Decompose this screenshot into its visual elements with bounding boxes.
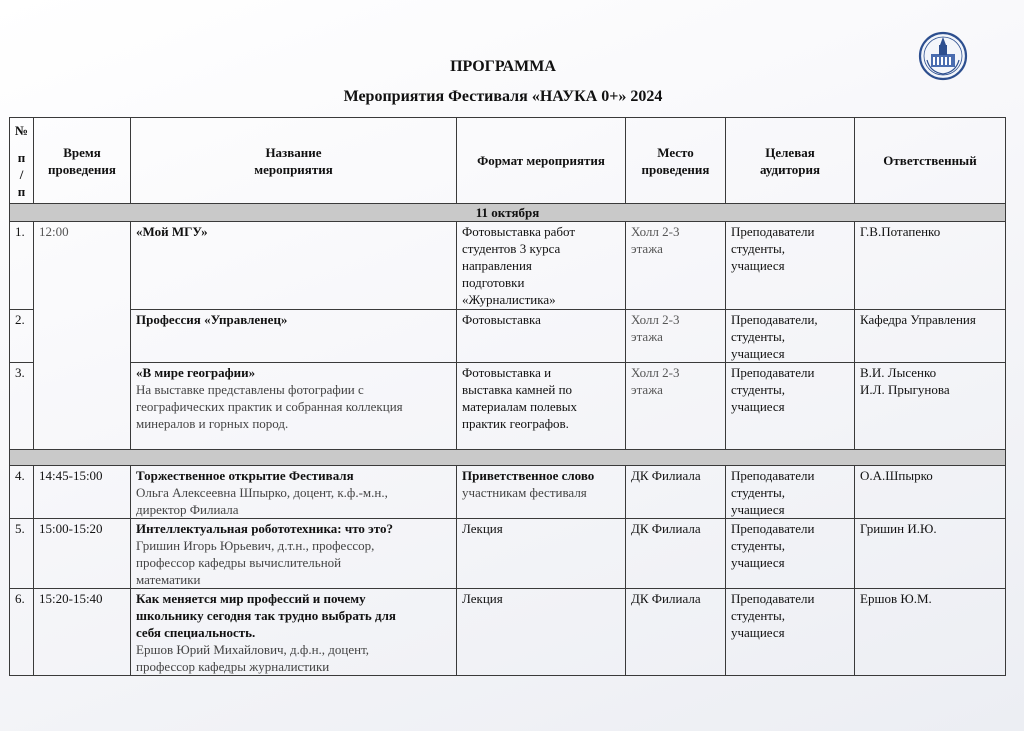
row-number: 6. bbox=[10, 589, 34, 676]
event-responsible: Гришин И.Ю. bbox=[855, 519, 1006, 589]
row-number: 3. bbox=[10, 363, 34, 450]
event-place: ДК Филиала bbox=[626, 519, 726, 589]
table-row bbox=[10, 519, 1006, 589]
table-row bbox=[10, 589, 1006, 676]
event-responsible: Г.В.Потапенко bbox=[855, 222, 1006, 310]
event-audience: Преподаватели студенты, учащиеся bbox=[726, 589, 855, 676]
event-responsible: О.А.Шпырко bbox=[855, 466, 1006, 519]
row-number: 2. bbox=[10, 310, 34, 363]
event-audience: Преподаватели студенты, учащиеся bbox=[726, 466, 855, 519]
event-name bbox=[131, 222, 457, 310]
table-row bbox=[10, 363, 1006, 450]
event-name: Интеллектуальная робототехника: что это? Гришин Игорь Юрьевич, д.т.н., профессор, профессор кафедры вычислительной математики bbox=[131, 519, 457, 589]
event-place: ДК Филиала bbox=[626, 466, 726, 519]
event-title: «В мире географии» bbox=[136, 365, 256, 380]
event-place: Холл 2-3 этажа bbox=[626, 222, 726, 310]
event-title: «Мой МГУ» bbox=[136, 224, 208, 239]
row-time: 15:20-15:40 bbox=[34, 589, 131, 676]
column-header-place: Место проведения bbox=[626, 118, 726, 204]
row-time: 15:00-15:20 bbox=[34, 519, 131, 589]
event-place: Холл 2-3 этажа bbox=[626, 363, 726, 450]
column-header-name: Название мероприятия bbox=[131, 118, 457, 204]
event-format: Фотовыставка bbox=[457, 310, 626, 363]
event-format: Лекция bbox=[457, 519, 626, 589]
table-header-row bbox=[10, 118, 1006, 204]
event-place: ДК Филиала bbox=[626, 589, 726, 676]
column-header-format: Формат мероприятия bbox=[457, 118, 626, 204]
event-responsible: В.И. Лысенко И.Л. Прыгунова bbox=[855, 363, 1006, 450]
table-row bbox=[10, 310, 1006, 363]
day-row bbox=[10, 204, 1006, 222]
row-time: 12:00 bbox=[34, 222, 131, 450]
column-header-time: Время проведения bbox=[34, 118, 131, 204]
column-header-number: № п / п bbox=[10, 118, 34, 204]
event-name: «В мире географии» На выставке представлены фотографии с географических практик и собранная коллекция минералов и горных пород. bbox=[131, 363, 457, 450]
page-subtitle: Мероприятия Фестиваля «НАУКА 0+» 2024 bbox=[343, 88, 663, 105]
event-audience: Преподаватели студенты, учащиеся bbox=[726, 363, 855, 450]
separator-row bbox=[10, 450, 1006, 466]
row-number: 4. bbox=[10, 466, 34, 519]
column-header-responsible: Ответственный bbox=[855, 118, 1006, 204]
page-title: ПРОГРАММА bbox=[450, 58, 556, 75]
row-time: 14:45-15:00 bbox=[34, 466, 131, 519]
event-responsible: Ершов Ю.М. bbox=[855, 589, 1006, 676]
event-audience: Преподаватели, студенты, учащиеся bbox=[726, 310, 855, 363]
table-row bbox=[10, 222, 1006, 310]
row-number: 5. bbox=[10, 519, 34, 589]
event-format: Приветственное слово участникам фестиваля bbox=[457, 466, 626, 519]
event-name: Как меняется мир профессий и почему школьнику сегодня так трудно выбрать для себя специальность. Ершов Юрий Михайлович, д.ф.н., доцент, профессор кафедры журналистики bbox=[131, 589, 457, 676]
event-name: Торжественное открытие Фестиваля Ольга Алексеевна Шпырко, доцент, к.ф.-м.н., директор Филиала bbox=[131, 466, 457, 519]
program-table bbox=[9, 117, 1006, 676]
event-responsible: Кафедра Управления bbox=[855, 310, 1006, 363]
event-format: Фотовыставка и выставка камней по материалам полевых практик географов. bbox=[457, 363, 626, 450]
event-title: Интеллектуальная робототехника: что это? bbox=[136, 521, 394, 536]
event-title: Профессия «Управленец» bbox=[136, 312, 288, 327]
event-name bbox=[131, 310, 457, 363]
event-title: Торжественное открытие Фестиваля bbox=[136, 468, 354, 483]
event-format: Лекция bbox=[457, 589, 626, 676]
table-row bbox=[10, 466, 1006, 519]
event-place: Холл 2-3 этажа bbox=[626, 310, 726, 363]
event-format: Фотовыставка работ студентов 3 курса направления подготовки «Журналистика» bbox=[457, 222, 626, 310]
day-label: 11 октября bbox=[10, 204, 1006, 222]
event-audience: Преподаватели студенты, учащиеся bbox=[726, 222, 855, 310]
row-number: 1. bbox=[10, 222, 34, 310]
column-header-audience: Целевая аудитория bbox=[726, 118, 855, 204]
event-audience: Преподаватели студенты, учащиеся bbox=[726, 519, 855, 589]
